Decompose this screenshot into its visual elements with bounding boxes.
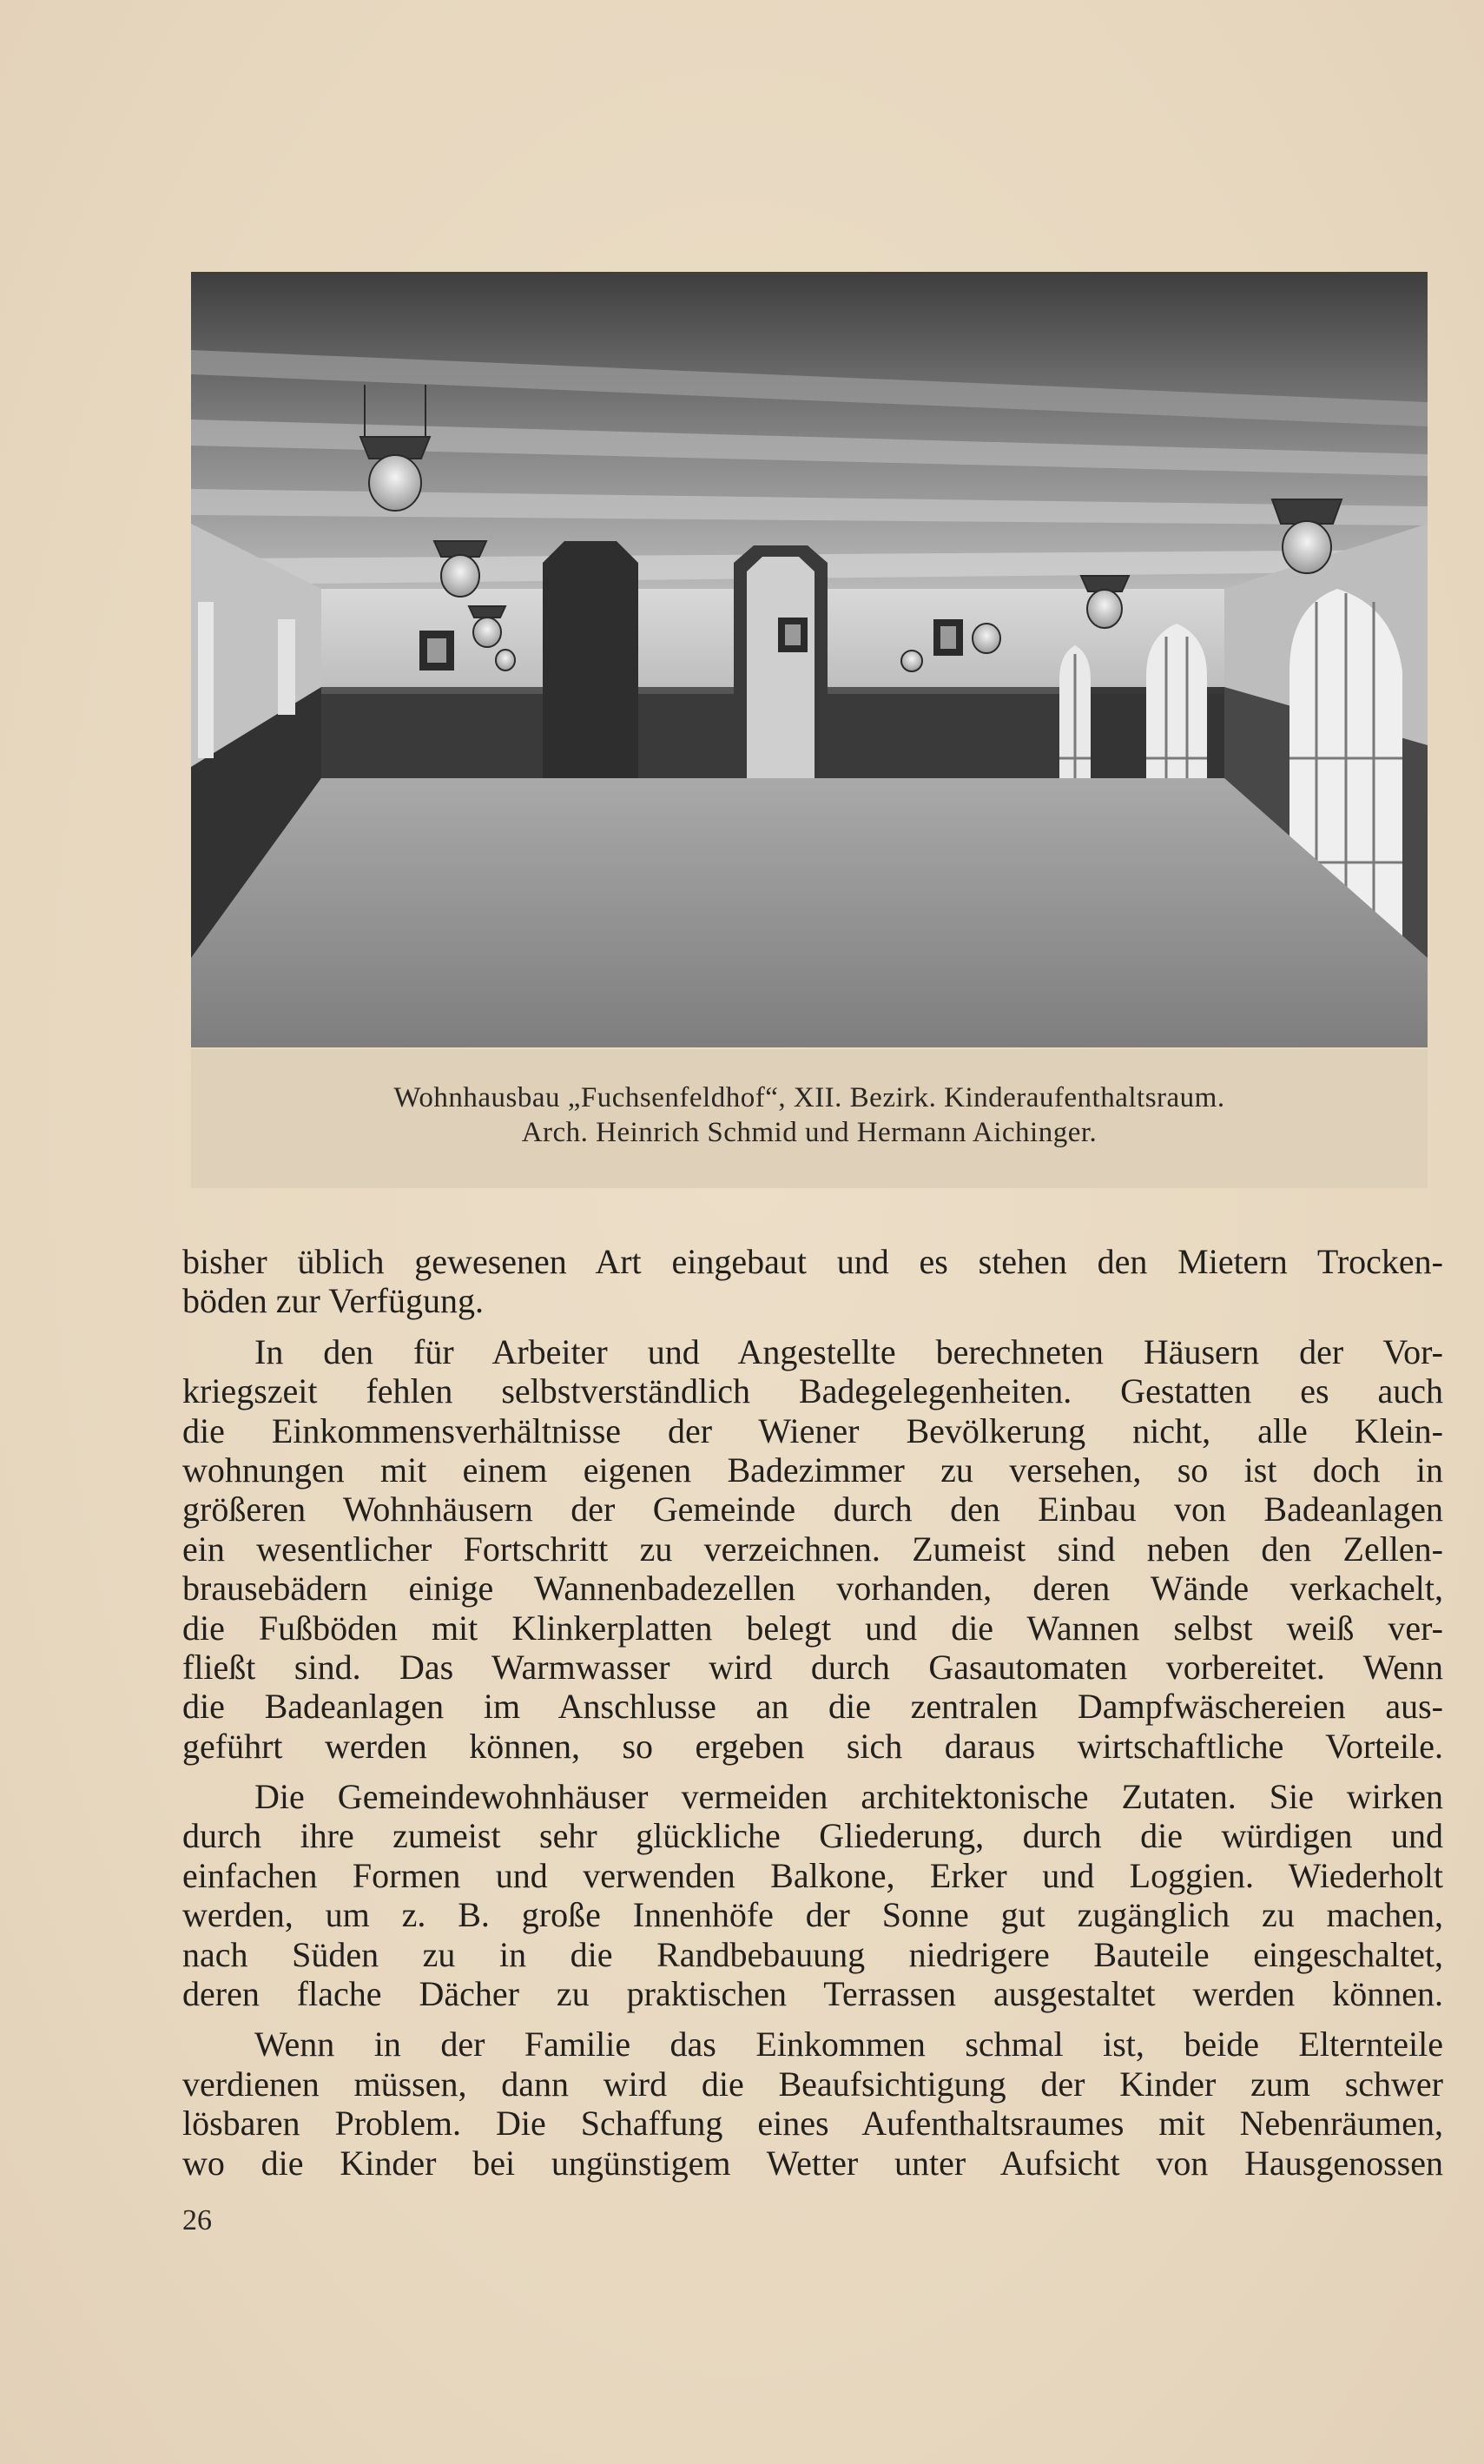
text-line: nach Süden zu in die Randbebauung niedrigere Bauteile eingeschaltet, — [182, 1934, 1443, 1974]
text-line: Wenn in der Familie das Einkommen schmal ist, beide Elternteile — [254, 2025, 1443, 2064]
text-line: kriegszeit fehlen selbstverständlich Badegelegenheiten. Gestatten es auch — [182, 1371, 1443, 1411]
text-line: durch ihre zumeist sehr glückliche Gliederung, durch die würdigen und — [182, 1816, 1443, 1856]
text-line: die Badeanlagen im Anschlusse an die zentralen Dampfwäschereien aus- — [182, 1687, 1443, 1727]
text-line: werden, um z. B. große Innenhöfe der Sonne gut zugänglich zu machen, — [182, 1895, 1443, 1935]
text-line: lösbaren Problem. Die Schaffung eines Aufenthaltsraumes mit Nebenräumen, — [182, 2104, 1443, 2144]
text-line: geführt werden können, so ergeben sich daraus wirtschaftliche Vorteile. — [182, 1726, 1443, 1766]
interior-photograph — [191, 272, 1428, 1047]
text-line: einfachen Formen und verwenden Balkone, Erker und Loggien. Wiederholt — [182, 1855, 1443, 1895]
text-line: bisher üblich gewesenen Art eingebaut und es stehen den Mietern Trocken- — [182, 1242, 1443, 1281]
text-line: wo die Kinder bei ungünstigem Wetter unter Aufsicht von Hausgenossen — [182, 2143, 1443, 2183]
figure-caption-line-2: Arch. Heinrich Schmid und Hermann Aichinger. — [521, 1117, 1098, 1148]
text-line: die Fußböden mit Klinkerplatten belegt und die Wannen selbst weiß ver- — [182, 1608, 1443, 1648]
text-line: In den für Arbeiter und Angestellte berechneten Häusern der Vor- — [254, 1331, 1443, 1371]
body-text — [182, 1242, 1443, 2183]
page-number: 26 — [182, 2204, 212, 2236]
text-line: wohnungen mit einem eigenen Badezimmer zu versehen, so ist doch in — [182, 1450, 1443, 1490]
text-line: ein wesentlicher Fortschritt zu verzeichnen. Zumeist sind neben den Zellen- — [182, 1529, 1443, 1569]
text-line: deren flache Dächer zu praktischen Terrassen ausgestaltet werden können. — [182, 1974, 1443, 2014]
text-line: Die Gemeindewohnhäuser vermeiden architektonische Zutaten. Sie wirken — [254, 1777, 1443, 1817]
text-line: brausebädern einige Wannenbadezellen vorhanden, deren Wände verkachelt, — [182, 1569, 1443, 1609]
figure-caption-line-1: Wohnhausbau „Fuchsenfeldhof“, XII. Bezirk. Kinderaufenthaltsraum. — [393, 1082, 1225, 1113]
text-line: böden zur Verfügung. — [182, 1281, 484, 1321]
text-line: fließt sind. Das Warmwasser wird durch Gasautomaten vorbereitet. Wenn — [182, 1647, 1443, 1687]
text-line: verdienen müssen, dann wird die Beaufsichtigung der Kinder zum schwer — [182, 2064, 1443, 2104]
photograph-image — [191, 272, 1428, 1047]
text-line: die Einkommensverhältnisse der Wiener Bevölkerung nicht, alle Klein- — [182, 1410, 1443, 1450]
text-line: größeren Wohnhäusern der Gemeinde durch den Einbau von Badeanlagen — [182, 1490, 1443, 1529]
